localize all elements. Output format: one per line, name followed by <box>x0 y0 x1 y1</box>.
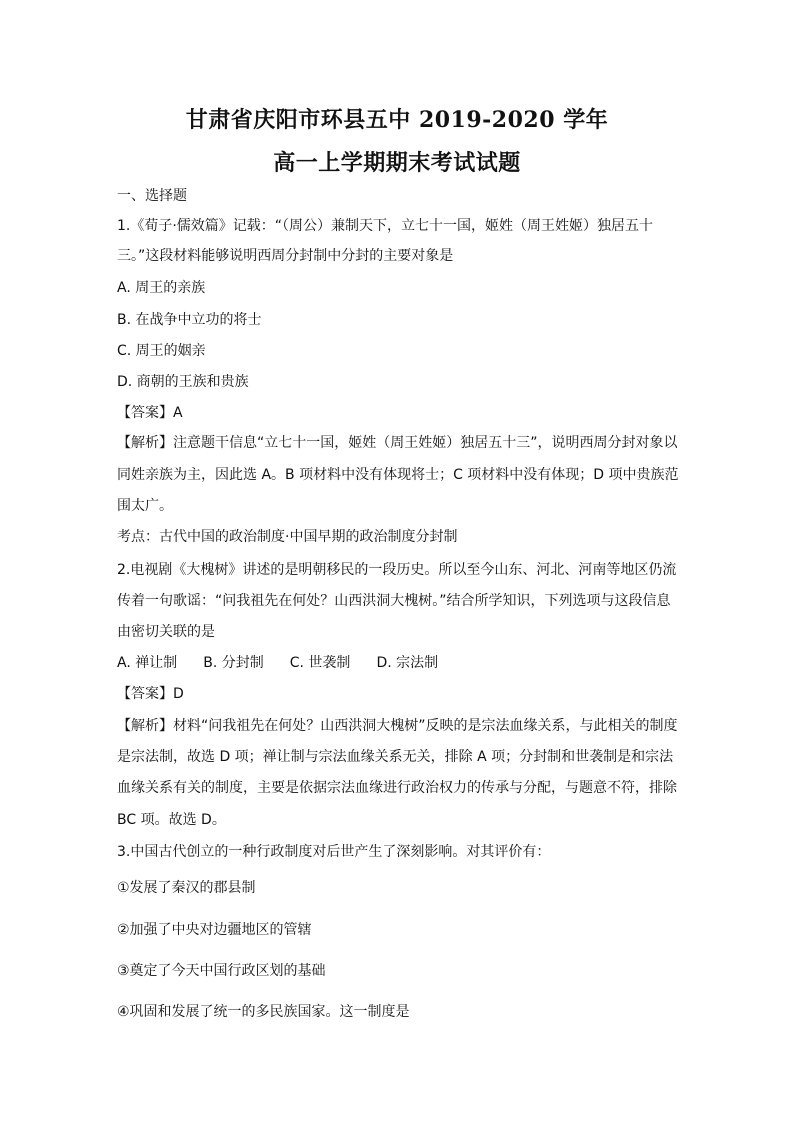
question-2-analysis-line-3: 血缘关系有关的制度，主要是依据宗法血缘进行政治权力的传承与分配，与题意不符，排除 <box>117 780 677 796</box>
question-3-item-3: ③奠定了今天中国行政区划的基础 <box>117 963 326 979</box>
document-title: 甘肃省庆阳市环县五中 2019-2020 学年 <box>185 107 609 133</box>
question-1-option-c: C. 周王的姻亲 <box>117 343 206 359</box>
question-2-stem-line-1: 2.电视剧《大槐树》讲述的是明朝移民的一段历史。所以至今山东、河北、河南等地区仍流 <box>117 562 677 578</box>
question-2-option-c: C. 世袭制 <box>289 655 351 671</box>
question-3-stem: 3.中国古代创立的一种行政制度对后世产生了深刻影响。对其评价有： <box>117 844 551 860</box>
question-1-knowledge-point: 考点：古代中国的政治制度·中国早期的政治制度分封制 <box>117 529 458 545</box>
question-1-answer: 【答案】A <box>117 405 183 421</box>
question-2-analysis-line-2: 是宗法制，故选 D 项；禅让制与宗法血缘关系无关，排除 A 项；分封制和世袭制是和宗法 <box>117 749 674 765</box>
question-3-item-4: ④巩固和发展了统一的多民族国家。这一制度是 <box>117 1004 410 1020</box>
question-1-stem-line-2: 三。”这段材料能够说明西周分封制中分封的主要对象是 <box>117 248 454 264</box>
question-1-option-b: B. 在战争中立功的将士 <box>117 312 262 328</box>
question-1-analysis-line-3: 围太广。 <box>117 498 173 514</box>
question-1-analysis-line-2: 同姓亲族为主，因此选 A。B 项材料中没有体现将士；C 项材料中没有体现；D 项中贵族范 <box>117 467 679 483</box>
question-1-option-a: A. 周王的亲族 <box>117 280 206 296</box>
question-2-option-b: B. 分封制 <box>203 655 264 671</box>
question-2-analysis-line-1: 【解析】材料“问我祖先在何处？山西洪洞大槐树”反映的是宗法血缘关系，与此相关的制度 <box>117 718 678 734</box>
question-2-options <box>117 653 687 673</box>
question-2-option-d: D. 宗法制 <box>376 655 439 671</box>
question-2-option-a: A. 禅让制 <box>117 655 178 671</box>
document-subtitle: 高一上学期期末考试试题 <box>273 150 521 176</box>
question-1-analysis-line-1: 【解析】注意题干信息“立七十一国，姬姓（周王姓姬）独居五十三”，说明西周分封对象以 <box>117 435 678 451</box>
question-1-option-d: D. 商朝的王族和贵族 <box>117 374 249 390</box>
section-heading: 一、选择题 <box>117 188 187 204</box>
question-2-stem-line-3: 由密切关联的是 <box>117 624 215 640</box>
question-3-item-1: ①发展了秦汉的郡县制 <box>117 880 256 896</box>
question-3-item-2: ②加强了中央对边疆地区的管辖 <box>117 922 312 938</box>
question-2-stem-line-2: 传着一句歌谣：“问我祖先在何处？山西洪洞大槐树。”结合所学知识，下列选项与这段信息 <box>117 593 671 609</box>
question-1-stem-line-1: 1.《荀子·儒效篇》记载：“（周公）兼制天下，立七十一国，姬姓（周王姓姬）独居五十 <box>117 218 654 234</box>
question-2-answer: 【答案】D <box>117 686 184 702</box>
question-2-analysis-line-4: BC 项。故选 D。 <box>117 812 226 828</box>
